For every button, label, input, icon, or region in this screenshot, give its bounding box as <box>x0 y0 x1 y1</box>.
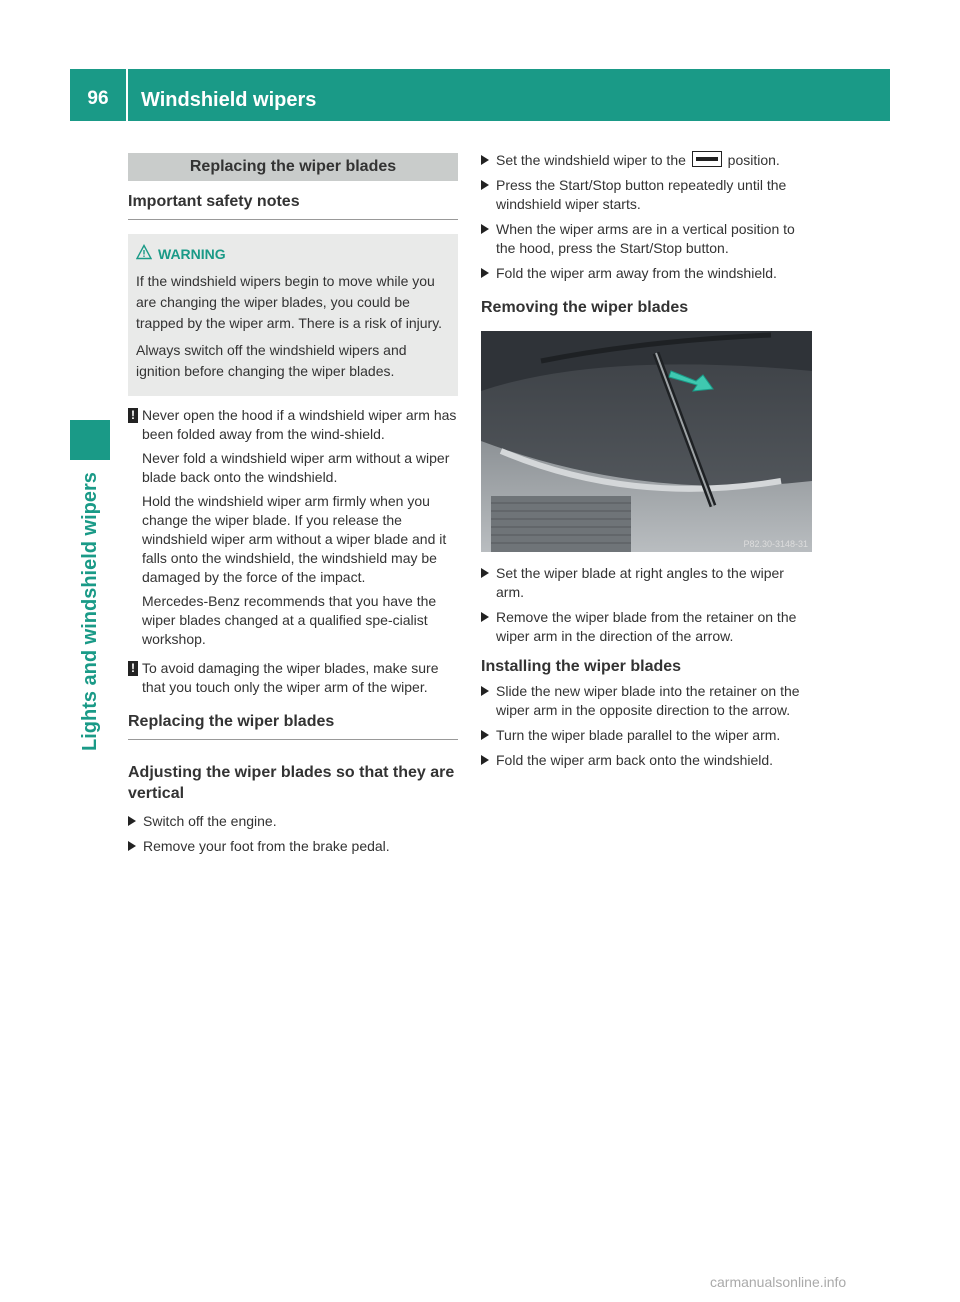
warning-triangle-icon <box>136 244 152 260</box>
wiper-off-position-icon <box>692 151 722 167</box>
step-arrow-icon <box>481 224 489 234</box>
exclamation-icon: ! <box>128 408 138 423</box>
left-column <box>128 153 458 862</box>
replacing-heading: Replacing the wiper blades <box>128 713 458 740</box>
page-number: 96 <box>87 88 109 109</box>
step-text: Set the wiper blade at right angles to the wiper arm. <box>496 565 784 600</box>
step-arrow-icon <box>481 155 489 165</box>
step-text-before: Set the windshield wiper to the <box>496 152 686 168</box>
warning-title <box>158 244 450 265</box>
step-arrow-icon <box>128 816 136 826</box>
adjusting-steps <box>128 812 458 856</box>
chapter-side-label-text: Lights and windshield wipers <box>79 472 101 751</box>
step-item <box>481 726 812 745</box>
right-column <box>481 151 812 776</box>
removing-heading: Removing the wiper blades <box>481 299 689 316</box>
section-heading: Replacing the wiper blades <box>128 153 458 181</box>
step-item <box>481 220 812 258</box>
step-arrow-icon <box>481 268 489 278</box>
notice-text-3: Hold the windshield wiper arm firmly when you change the wiper blade. If you release the windshield wiper arm without a wiper blade and it falls onto the windshield, the windshield may be damaged by the force of the impact. <box>142 493 447 585</box>
step-item <box>481 682 812 720</box>
step-text-after: position. <box>727 152 780 168</box>
step-item <box>128 812 458 831</box>
important-safety-heading: Important safety notes <box>128 193 458 220</box>
step-text: Press the Start/Stop button repeatedly until the windshield wiper starts. <box>496 177 787 212</box>
step-text: Remove the wiper blade from the retainer on the wiper arm in the direction of the arrow. <box>496 609 797 644</box>
warning-text-1: If the windshield wipers begin to move while you are changing the wiper blades, you could be trapped by the wiper arm. There is a risk of injury. <box>136 273 443 331</box>
step-item <box>481 751 812 770</box>
notice-text-5: To avoid damaging the wiper blades, make sure that you touch only the wiper arm of the wiper. <box>142 660 439 695</box>
step-arrow-icon <box>481 686 489 696</box>
warning-text-2: Always switch off the windshield wipers and ignition before changing the wiper blades. <box>136 342 407 379</box>
step-arrow-icon <box>128 841 136 851</box>
warning-box <box>128 234 458 396</box>
step-item <box>481 151 812 170</box>
exclamation-icon: ! <box>128 661 138 676</box>
notice-text-2: Never fold a windshield wiper arm without a wiper blade back onto the windshield. <box>142 450 450 485</box>
step-arrow-icon <box>481 730 489 740</box>
wiper-removal-figure <box>481 331 812 552</box>
step-text: When the wiper arms are in a vertical position to the hood, press the Start/Stop button. <box>496 221 795 256</box>
chapter-tab-marker <box>70 420 110 460</box>
step-arrow-icon <box>481 568 489 578</box>
step-item <box>481 608 812 646</box>
step-text: Switch off the engine. <box>143 813 277 829</box>
watermark: carmanualsonline.info <box>710 1274 847 1290</box>
step-arrow-icon <box>481 612 489 622</box>
notice-text-4: Mercedes-Benz recommends that you have the wiper blades changed at a qualified spe-cialist workshop. <box>142 593 437 647</box>
adjusting-heading: Adjusting the wiper blades so that they are vertical <box>128 764 455 802</box>
step-text: Turn the wiper blade parallel to the wiper arm. <box>496 727 781 743</box>
chapter-side-label <box>72 472 108 787</box>
figure-code: P82.30-3148-31 <box>743 539 808 549</box>
step-arrow-icon <box>481 755 489 765</box>
notice-block <box>128 659 458 697</box>
step-item <box>128 837 458 856</box>
step-item <box>481 264 812 283</box>
step-item <box>481 564 812 602</box>
page-title: Windshield wipers <box>141 89 317 111</box>
step-text: Remove your foot from the brake pedal. <box>143 838 390 854</box>
step-text: Slide the new wiper blade into the retainer on the wiper arm in the opposite direction to the arrow. <box>496 683 800 718</box>
step-text: Fold the wiper arm back onto the windshield. <box>496 752 774 768</box>
notice-block <box>128 406 458 649</box>
header-divider <box>126 69 128 121</box>
step-text: Fold the wiper arm away from the windshield. <box>496 265 777 281</box>
installing-heading: Installing the wiper blades <box>481 658 682 675</box>
step-item <box>481 176 812 214</box>
wiper-illustration <box>481 331 812 552</box>
step-arrow-icon <box>481 180 489 190</box>
notice-text-1: Never open the hood if a windshield wiper arm has been folded away from the wind-shield. <box>142 407 457 442</box>
warning-title-text: WARNING <box>158 246 226 262</box>
